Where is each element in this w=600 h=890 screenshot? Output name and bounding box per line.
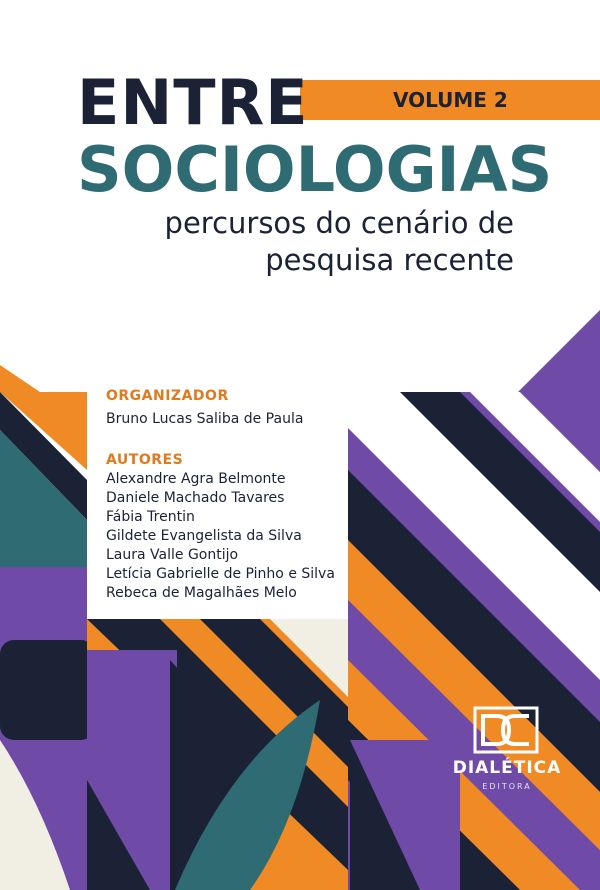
volume-label: VOLUME 2 [393, 88, 508, 112]
publisher-logo [451, 706, 563, 801]
subtitle-line-1: percursos do cenário de [164, 206, 514, 240]
publisher-name: DIALÉTICA [452, 758, 562, 778]
title-line-2: SOCIOLOGIAS [77, 133, 553, 206]
title-line-1: ENTRE [77, 66, 309, 139]
author-name: Laura Valle Gontijo [106, 547, 239, 563]
organizer-name: Bruno Lucas Saliba de Paula [106, 411, 304, 427]
author-name: Fábia Trentin [106, 509, 195, 525]
authors-list [106, 470, 335, 603]
publisher-tagline: EDITORA [482, 782, 532, 791]
author-name: Daniele Machado Tavares [106, 490, 285, 506]
purple-triangle [518, 310, 600, 392]
right-stripes [348, 392, 600, 890]
author-name: Gildete Evangelista da Silva [106, 528, 302, 544]
navy-rounded-block [0, 640, 95, 740]
left-stripes [0, 365, 87, 567]
subtitle-line-2: pesquisa recente [265, 243, 514, 277]
authors-heading: AUTORES [106, 452, 184, 468]
credits-panel [87, 381, 348, 619]
subtitle [165, 205, 514, 279]
author-name: Rebeca de Magalhães Melo [106, 585, 297, 601]
organizer-heading: ORGANIZADOR [106, 388, 229, 404]
author-name: Letícia Gabrielle de Pinho e Silva [106, 566, 335, 582]
author-name: Alexandre Agra Belmonte [106, 471, 286, 487]
bottom-shapes [87, 619, 348, 890]
publisher-emblem-icon [451, 706, 563, 758]
